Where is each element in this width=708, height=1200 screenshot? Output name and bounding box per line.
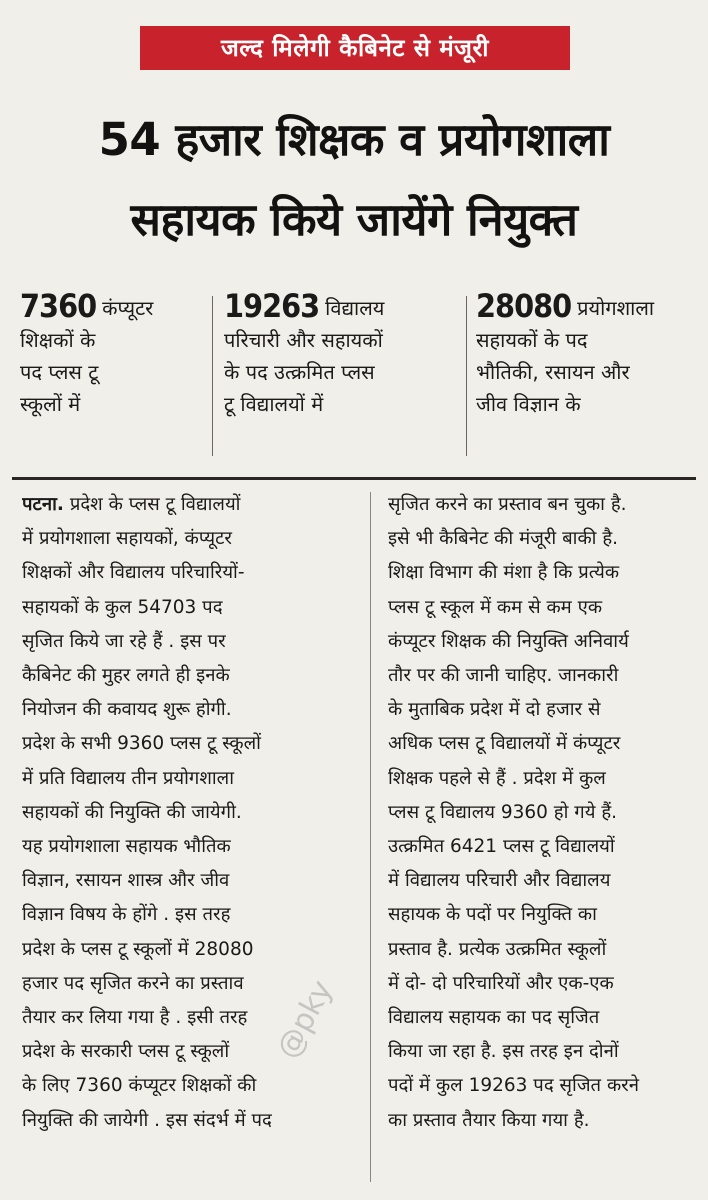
article-line: सहायकों के कुल 54703 पद [22,596,223,618]
stat-school-attendants [224,287,462,466]
article-line: यह प्रयोगशाला सहायक भौतिक [22,836,231,858]
article-line: में प्रयोगशाला सहायकों, कंप्यूटर [22,528,233,550]
stat-line: शिक्षकों के [20,328,96,352]
article-line: विद्यालय सहायक का पद सृजित [388,1007,600,1029]
article-line: शिक्षक पहले से हैं . प्रदेश में कुल [388,767,606,789]
stat-line: टू विद्यालयों में [224,392,324,416]
article-line: तौर पर की जानी चाहिए. जानकारी [388,665,619,687]
stat-line: परिचारी और सहायकों [224,328,383,352]
article-line: प्रदेश के सरकारी प्लस टू स्कूलों [22,1041,230,1063]
stat-line: 19263 विद्यालय [224,287,385,325]
article-line: नियोजन की कवायद शुरू होगी. [22,699,232,721]
article-body [0,488,708,1188]
article-line: प्लस टू स्कूल में कम से कम एक [388,596,603,618]
kicker-banner: जल्द मिलेगी कैबिनेट से मंजूरी [140,26,570,70]
stat-line: सहायकों के पद [476,328,588,352]
stat-line: 7360 कंप्यूटर [20,287,154,325]
stat-number: 19263 [224,287,320,325]
article-line: कंप्यूटर शिक्षक की नियुक्ति अनिवार्य [388,630,629,652]
stat-number: 28080 [476,287,572,325]
article-line: शिक्षकों और विद्यालय परिचारियों- [22,562,245,584]
stat-divider [466,296,467,456]
stat-line: के पद उत्क्रमित प्लस [224,360,375,384]
article-line: प्रदेश के सभी 9360 प्लस टू स्कूलों [22,733,261,755]
article-line: में प्रति विद्यालय तीन प्रयोगशाला [22,767,235,789]
article-line: में विद्यालय परिचारी और विद्यालय [388,870,611,892]
stat-lab-assistants [476,287,701,466]
article-line: सृजित किये जा रहे हैं . इस पर [22,630,226,652]
article-line: शिक्षा विभाग की मंशा है कि प्रत्येक [388,562,620,584]
article-column-right [388,488,698,1138]
stat-line: जीव विज्ञान के [476,392,581,416]
article-line: सहायक के पदों पर नियुक्ति का [388,904,597,926]
stat-line: भौतिकी, रसायन और [476,360,630,384]
section-rule [12,477,696,480]
article-line: में दो- दो परिचारियों और एक-एक [388,972,614,994]
column-divider [370,492,371,1182]
article-line: विज्ञान विषय के होंगे . इस तरह [22,904,231,926]
headline-line-2: सहायक किये जायेंगे नियुक्त [130,193,578,246]
stat-line: 28080 प्रयोगशाला [476,287,655,325]
article-line: सृजित करने का प्रस्ताव बन चुका है. [388,494,627,515]
dateline: पटना. [22,494,64,515]
article-line: विज्ञान, रसायन शास्त्र और जीव [22,870,230,892]
article-line: तैयार कर लिया गया है . इसी तरह [22,1007,248,1029]
article-line: पटना. प्रदेश के प्लस टू विद्यालयों [22,494,241,515]
article-line: पदों में कुल 19263 पद सृजित करने [388,1075,640,1097]
article-line: अधिक प्लस टू विद्यालयों में कंप्यूटर [388,733,621,755]
stat-line: स्कूलों में [20,392,81,416]
article-line: हजार पद सृजित करने का प्रस्ताव [22,972,244,994]
article-line: प्रदेश के प्लस टू स्कूलों में 28080 [22,938,254,960]
article-line: का प्रस्ताव तैयार किया गया है. [388,1109,590,1131]
article-line: इसे भी कैबिनेट की मंजूरी बाकी है. [388,528,619,550]
article-line: के लिए 7360 कंप्यूटर शिक्षकों की [22,1075,257,1097]
article-line: उत्क्रमित 6421 प्लस टू विद्यालयों [388,836,615,858]
stats-row [0,287,708,466]
article-line: प्रस्ताव है. प्रत्येक उत्क्रमित स्कूलों [388,938,607,960]
stat-line: पद प्लस टू [20,360,99,384]
article-line: के मुताबिक प्रदेश में दो हजार से [388,699,601,721]
watermark-text: @pky [270,974,340,1065]
stat-divider [212,296,213,456]
article-line: प्लस टू विद्यालय 9360 हो गये हैं. [388,801,618,823]
article-line: कैबिनेट की मुहर लगते ही इनके [22,665,230,687]
headline-line-1: 54 हजार शिक्षक व प्रयोगशाला [98,113,610,166]
stat-number: 7360 [20,287,97,325]
article-line: किया जा रहा है. इस तरह इन दोनों [388,1041,619,1063]
article-line: सहायकों की नियुक्ति की जायेगी. [22,801,242,823]
stat-computer-teachers [20,287,205,466]
article-line: नियुक्ति की जायेगी . इस संदर्भ में पद [22,1109,272,1131]
